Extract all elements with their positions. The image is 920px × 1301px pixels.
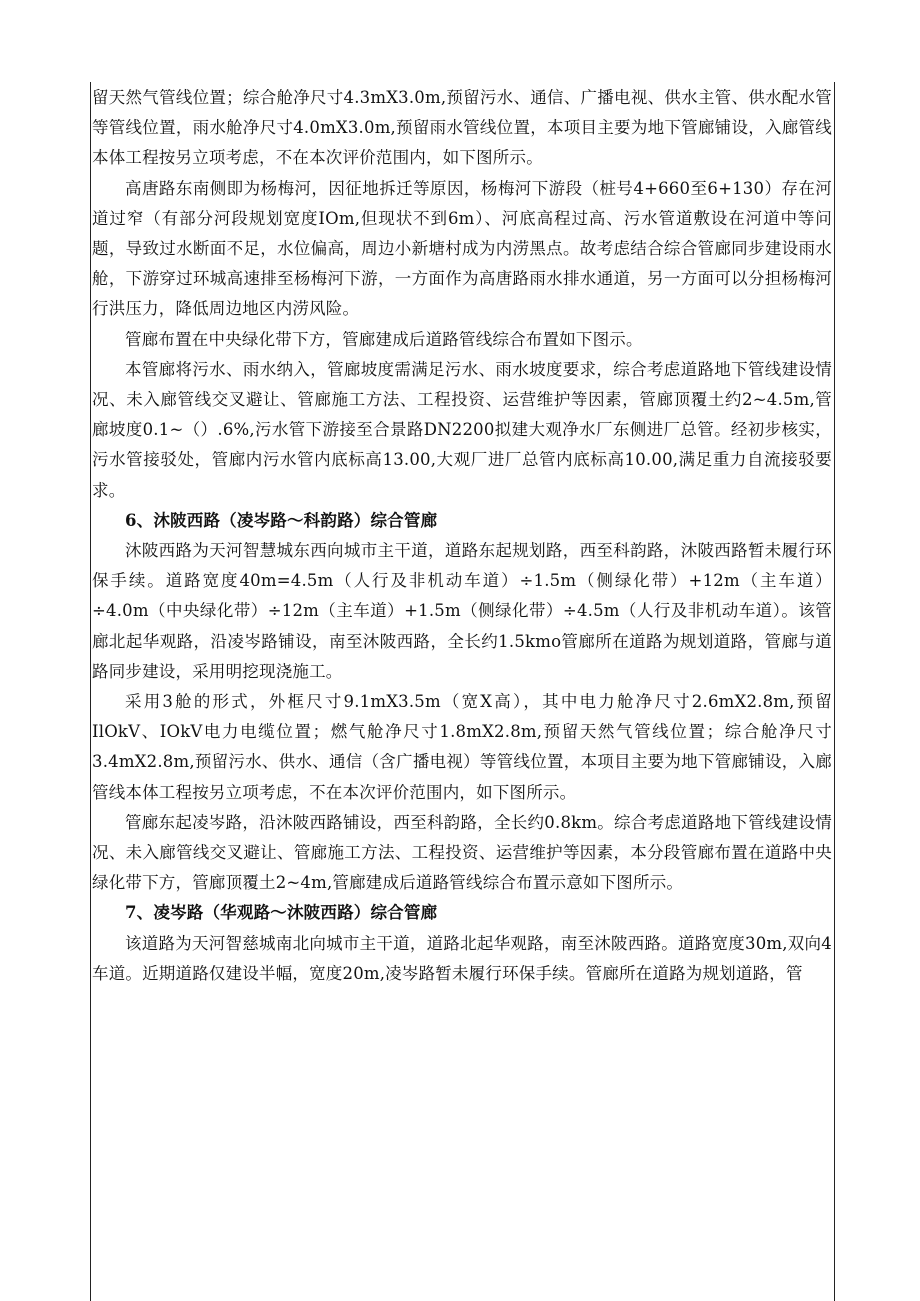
paragraph-continuation: 留天然气管线位置；综合舱净尺寸4.3mX3.0m,预留污水、通信、广播电视、供水主管、供水配水管等管线位置，雨水舱净尺寸4.0mX3.0m,预留雨水管线位置，本项目主要为地下管廊铺设，入廊管线本体工程按另立项考虑，不在本次评价范围内，如下图所示。 <box>92 88 832 168</box>
paragraph-gaotang-road-flooding: 高唐路东南侧即为杨梅河，因征地拆迁等原因，杨梅河下游段（桩号4+660至6+130）存在河道过窄（有部分河段规划宽度IOm,但现状不到6m）、河底高程过高、污水管道敷设在河道中等问题，导致过水断面不足，水位偏高，周边小新塘村成为内涝黑点。故考虑结合综合管廊同步建设雨水舱，下游穿过环城高速排至杨梅河下游，一方面作为高唐路雨水排水通道，另一方面可以分担杨梅河行洪压力，降低周边地区内涝风险。 <box>92 178 832 319</box>
paragraph-mupi-west-road: 沐陂西路为天河智慧城东西向城市主干道，道路东起规划路，西至科韵路，沐陂西路暂未履行环保手续。道路宽度40m=4.5m（人行及非机动车道）÷1.5m（侧绿化带）+12m（主车道）÷4.0m（中央绿化带）÷12m（主车道）+1.5m（侧绿化带）÷4.5m（人行及非机动车道）。该管廊北起华观路，沿凌岑路铺设，南至沐陂西路，全长约1.5kmo管廊所在道路为规划道路，管廊与道路同步建设，采用明挖现浇施工。 <box>92 541 832 681</box>
paragraph-corridor-slope: 本管廊将污水、雨水纳入，管廊坡度需满足污水、雨水坡度要求，综合考虑道路地下管线建设情况、未入廊管线交叉避让、管廊施工方法、工程投资、运营维护等因素，管廊顶覆土约2~4.5m,管廊坡度0.1~（）.6%,污水管下游接至合景路DN2200拟建大观净水厂东侧进厂总管。经初步核实，污水管接驳处，管廊内污水管内底标高13.00,大观厂进厂总管内底标高10.00,满足重力自流接驳要求。 <box>92 359 832 500</box>
paragraph-corridor-layout: 管廊布置在中央绿化带下方，管廊建成后道路管线综合布置如下图示。 <box>125 329 643 349</box>
section-heading-6: 6、沐陂西路（凌岑路～科韵路）综合管廊 <box>125 510 438 530</box>
section-heading-7: 7、凌岑路（华观路～沐陂西路）综合管廊 <box>125 903 438 923</box>
paragraph-three-cabin-form: 采用3舱的形式，外框尺寸9.1mX3.5m（宽X高），其中电力舱净尺寸2.6mX2.8m,预留IlOkV、IOkV电力电缆位置；燃气舱净尺寸1.8mX2.8m,预留天然气管线位置；综合舱净尺寸3.4mX2.8m,预留污水、供水、通信（含广播电视）等管线位置，本项目主要为地下管廊铺设，入廊管线本体工程按另立项考虑，不在本次评价范围内，如下图所示。 <box>92 692 832 802</box>
paragraph-lingcen-road: 该道路为天河智慈城南北向城市主干道，道路北起华观路，南至沐陂西路。道路宽度30m,双向4车道。近期道路仅建设半幅，宽度20m,凌岑路暂未履行环保手续。管廊所在道路为规划道路，管 <box>92 933 832 983</box>
paragraph-corridor-route: 管廊东起凌岑路，沿沐陂西路铺设，西至科韵路，全长约0.8km。综合考虑道路地下管线建设情况、未入廊管线交叉避让、管廊施工方法、工程投资、运营维护等因素，本分段管廊布置在道路中央绿化带下方，管廊顶覆土2~4m,管廊建成后道路管线综合布置示意如下图所示。 <box>92 812 832 893</box>
document-body <box>92 83 832 989</box>
